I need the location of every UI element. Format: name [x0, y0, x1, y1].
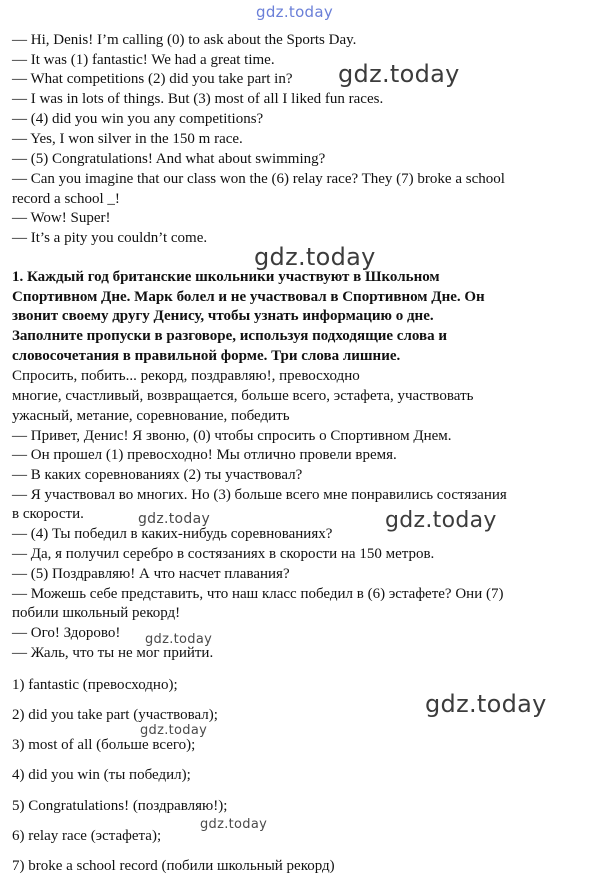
- english-dialogue-line: — (5) Congratulations! And what about swimming?: [12, 151, 326, 167]
- watermark: gdz.today: [145, 632, 213, 647]
- watermark: gdz.today: [254, 243, 376, 271]
- russian-dialogue-line: побили школьный рекорд!: [12, 605, 181, 621]
- english-dialogue-line: — Yes, I won silver in the 150 m race.: [12, 131, 243, 147]
- watermark: gdz.today: [425, 690, 547, 718]
- watermark: gdz.today: [138, 511, 211, 527]
- russian-dialogue-line: — В каких соревнованиях (2) ты участвовал?: [12, 467, 303, 483]
- watermark: gdz.today: [385, 508, 497, 533]
- english-dialogue-line: — Wow! Super!: [12, 210, 111, 226]
- word-bank-line: многие, счастливый, возвращается, больше всего, эстафета, участвовать: [12, 388, 474, 404]
- watermark: gdz.today: [200, 817, 268, 832]
- watermark: gdz.today: [338, 60, 460, 88]
- watermark: gdz.today: [256, 3, 334, 21]
- answer-line: 1) fantastic (превосходно);: [12, 677, 178, 693]
- russian-dialogue-line: — (4) Ты победил в каких-нибудь соревнованиях?: [12, 526, 333, 542]
- russian-dialogue-line: — Да, я получил серебро в состязаниях в скорости на 150 метров.: [12, 546, 435, 562]
- russian-dialogue-line: — Ого! Здорово!: [12, 625, 121, 641]
- english-dialogue-line: record a school _!: [12, 191, 120, 207]
- russian-dialogue-line: — Я участвовал во многих. Но (3) больше всего мне понравились состязания: [12, 487, 507, 503]
- english-dialogue-line: — It’s a pity you couldn’t come.: [12, 230, 208, 246]
- watermark: gdz.today: [140, 723, 208, 738]
- english-dialogue-line: — It was (1) fantastic! We had a great time.: [12, 52, 275, 68]
- task-heading-line: Заполните пропуски в разговоре, используя подходящие слова и: [12, 328, 447, 344]
- russian-dialogue-line: — Привет, Денис! Я звоню, (0) чтобы спросить о Спортивном Днем.: [12, 428, 452, 444]
- english-dialogue-line: — What competitions (2) did you take part in?: [12, 71, 293, 87]
- english-dialogue-line: — Hi, Denis! I’m calling (0) to ask about the Sports Day.: [12, 32, 357, 48]
- answer-line: 3) most of all (больше всего);: [12, 737, 196, 753]
- answer-line: 6) relay race (эстафета);: [12, 828, 162, 844]
- word-bank-line: ужасный, метание, соревнование, победить: [12, 408, 290, 424]
- english-dialogue-line: — (4) did you win you any competitions?: [12, 111, 264, 127]
- task-heading-line: Спортивном Дне. Марк болел и не участвовал в Спортивном Дне. Он: [12, 289, 485, 305]
- answer-line: 5) Congratulations! (поздравляю!);: [12, 798, 228, 814]
- task-heading-line: 1. Каждый год британские школьники участвуют в Школьном: [12, 269, 440, 285]
- english-dialogue-line: — Can you imagine that our class won the (6) relay race? They (7) broke a school: [12, 171, 505, 187]
- english-dialogue-line: — I was in lots of things. But (3) most of all I liked fun races.: [12, 91, 384, 107]
- russian-dialogue-line: — Он прошел (1) превосходно! Мы отлично провели время.: [12, 447, 397, 463]
- answer-line: 7) broke a school record (побили школьный рекорд): [12, 858, 335, 874]
- russian-dialogue-line: — Жаль, что ты не мог прийти.: [12, 645, 214, 661]
- word-bank-line: Спросить, побить... рекорд, поздравляю!, превосходно: [12, 368, 360, 384]
- russian-dialogue-line: — (5) Поздравляю! А что насчет плавания?: [12, 566, 290, 582]
- answer-line: 4) did you win (ты победил);: [12, 767, 191, 783]
- task-heading-line: словосочетания в правильной форме. Три слова лишние.: [12, 348, 401, 364]
- russian-dialogue-line: — Можешь себе представить, что наш класс победил в (6) эстафете? Они (7): [12, 586, 504, 602]
- russian-dialogue-line: в скорости.: [12, 506, 84, 522]
- answer-line: 2) did you take part (участвовал);: [12, 707, 218, 723]
- task-heading-line: звонит своему другу Денису, чтобы узнать информацию о дне.: [12, 308, 434, 324]
